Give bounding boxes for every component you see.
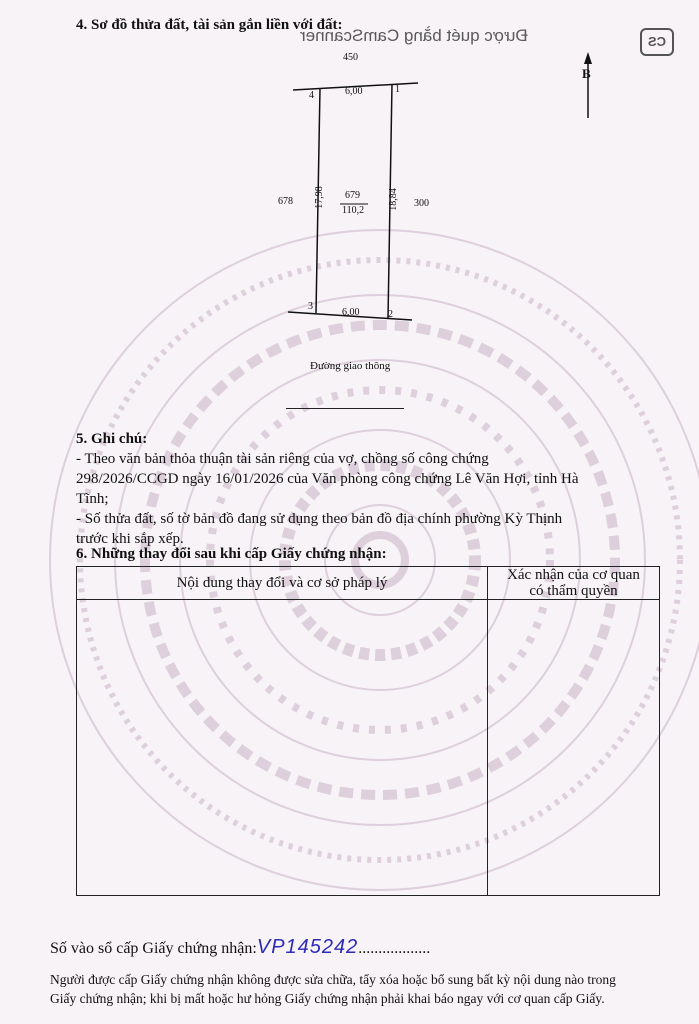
registry-number: VP145242 [256, 936, 359, 958]
changes-cell-confirmation[interactable] [488, 600, 660, 896]
note-line: - Theo văn bản thỏa thuận tài sản riêng của vợ, chồng số công chứng [76, 451, 489, 467]
warning-line: Người được cấp Giấy chứng nhận không được sửa chữa, tẩy xóa hoặc bổ sung bất kỳ nội dung nào trong [50, 972, 616, 987]
registry-line [50, 936, 430, 959]
note-line: Tĩnh; [76, 491, 109, 507]
note-line: - Số thửa đất, số tờ bản đồ đang sử dụng theo bản đồ địa chính phường Kỳ Thịnh [76, 511, 563, 527]
warning-line: Giấy chứng nhận; khi bị mất hoặc hư hỏng Giấy chứng nhận phải khai báo ngay với cơ quan cấp Giấy. [50, 991, 605, 1006]
edge-length-top: 6,00 [345, 86, 363, 97]
corner-1: 1 [395, 84, 400, 95]
section5-title: 5. Ghi chú: [76, 431, 148, 447]
changes-table [76, 566, 660, 896]
edge-length-bottom: 6,00 [342, 307, 360, 318]
registry-dots: .................. [358, 940, 431, 957]
neighbor-parcel-top: 450 [343, 52, 358, 63]
scanner-watermark: Được quét bằng CamScanner [300, 26, 528, 45]
neighbor-parcel-right: 300 [414, 198, 429, 209]
camscanner-logo-icon: CS [640, 28, 674, 56]
parcel-area: 110,2 [342, 205, 365, 216]
corner-3: 3 [308, 301, 313, 312]
note-line: 298/2026/CCGD ngày 16/01/2026 của Văn phòng công chứng Lê Văn Hợi, tỉnh Hà [76, 471, 579, 487]
changes-header-content: Nội dung thay đổi và cơ sở pháp lý [77, 567, 488, 600]
section-divider [286, 408, 404, 409]
registry-label: Số vào sổ cấp Giấy chứng nhận: [50, 940, 257, 957]
neighbor-parcel-left: 678 [278, 196, 293, 207]
edge-length-right: 18,84 [387, 188, 399, 211]
section6-title: 6. Những thay đổi sau khi cấp Giấy chứng nhận: [76, 546, 387, 562]
changes-header-confirmation: Xác nhận của cơ quan có thẩm quyền [488, 567, 660, 600]
changes-cell-content[interactable] [77, 600, 488, 896]
note-line: trước khi sắp xếp. [76, 531, 184, 547]
corner-2: 2 [388, 309, 393, 320]
corner-4: 4 [309, 90, 314, 101]
north-label: B [582, 66, 591, 81]
edge-length-left: 17,98 [313, 186, 325, 209]
warning-note [50, 970, 616, 1008]
parcel-number: 679 [345, 190, 360, 201]
road-label: Đường giao thông [310, 360, 391, 372]
notes-block [76, 449, 579, 549]
section4-title: 4. Sơ đồ thửa đất, tài sản gắn liền với đất: [76, 17, 343, 33]
